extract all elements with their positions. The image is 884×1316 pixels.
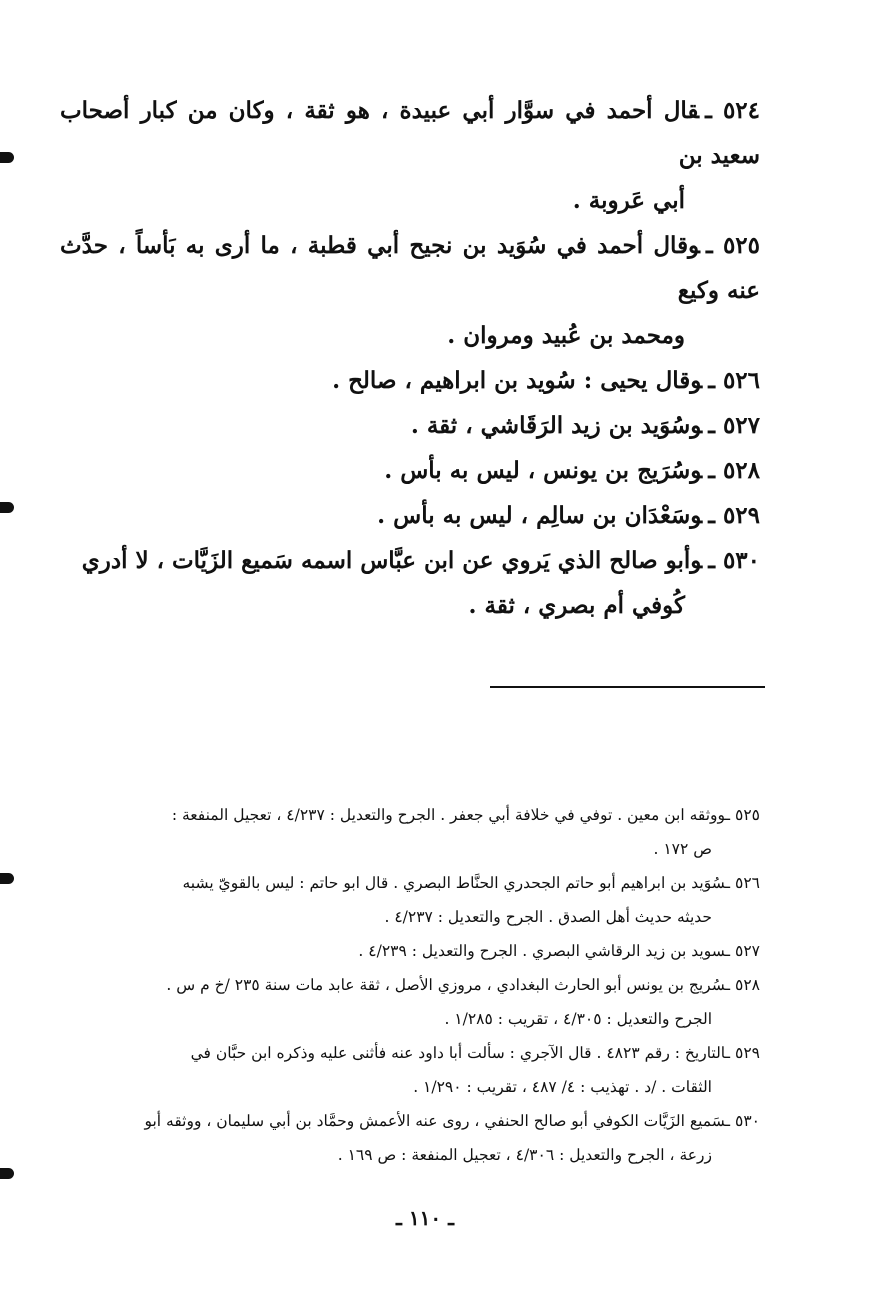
footnote-divider xyxy=(490,686,765,688)
entry-number: ٥٢٤ ـ xyxy=(705,97,761,124)
entry-text: وسُرَيج بن يونس ، ليس به بأس . xyxy=(384,457,703,484)
entry-text: وسُوَيد بن زيد الرَقَاشي ، ثقة . xyxy=(410,412,703,439)
footnote-number: ٥٢٥ ـ xyxy=(725,806,760,824)
footnote-number: ٥٣٠ ـ xyxy=(725,1112,760,1130)
footnote-text: التاريخ : رقم ٤٨٢٣ . قال الآجري : سألت أبا داود عنه فأثنى عليه وذكره ابن حبَّان في xyxy=(190,1044,726,1062)
entry-continuation: كُوفي أم بصري ، ثقة . xyxy=(468,592,685,619)
footnote-526 xyxy=(68,866,760,934)
entry-526 xyxy=(60,358,760,403)
entry-number: ٥٢٦ ـ xyxy=(708,367,760,394)
footnote-continuation: ص ١٧٢ . xyxy=(653,840,712,858)
entry-continuation: ومحمد بن عُبيد ومروان . xyxy=(447,322,685,349)
page-number: ـ ١١٠ ـ xyxy=(396,1206,454,1230)
entry-text: وقال أحمد في سُوَيد بن نجيح أبي قطبة ، ما أرى به بَأساً ، حدَّث عنه وكيع xyxy=(60,232,760,304)
footnote-528 xyxy=(68,968,760,1036)
binding-mark xyxy=(0,1168,14,1179)
entry-number: ٥٣٠ ـ xyxy=(708,547,760,574)
entry-text: وسَعْدَان بن سالِم ، ليس به بأس . xyxy=(377,502,703,529)
footnote-continuation: الثقات . /د . تهذيب : ٤/ ٤٨٧ ، تقريب : ١/٢٩٠ . xyxy=(413,1078,712,1096)
entry-text: وقال يحيى : سُويد بن ابراهيم ، صالح . xyxy=(332,367,703,394)
binding-mark xyxy=(0,152,14,163)
entry-number: ٥٢٩ ـ xyxy=(708,502,760,529)
entry-continuation: أبي عَروبة . xyxy=(572,187,685,214)
footnote-527 xyxy=(68,934,760,968)
footnote-number: ٥٢٨ ـ xyxy=(725,976,760,994)
entry-529 xyxy=(60,493,760,538)
footnote-text: ووثقه ابن معين . توفي في خلافة أبي جعفر . الجرح والتعديل : ٤/٢٣٧ ، تعجيل المنفعة : xyxy=(171,806,726,824)
entry-number: ٥٢٨ ـ xyxy=(708,457,760,484)
footnote-continuation: حديثه حديث أهل الصدق . الجرح والتعديل : ٤/٢٣٧ . xyxy=(384,908,712,926)
footnote-530 xyxy=(68,1104,760,1172)
footnote-continuation: زرعة ، الجرح والتعديل : ٤/٣٠٦ ، تعجيل المنفعة : ص ١٦٩ . xyxy=(337,1146,712,1164)
entry-524 xyxy=(60,88,760,223)
footnote-525 xyxy=(68,798,760,866)
entry-number: ٥٢٧ ـ xyxy=(708,412,760,439)
entry-525 xyxy=(60,223,760,358)
entry-number: ٥٢٥ ـ xyxy=(705,232,761,259)
footnote-number: ٥٢٧ ـ xyxy=(725,942,760,960)
footnote-text: سُريج بن يونس أبو الحارث البغدادي ، مروزي الأصل ، ثقة عابد مات سنة ٢٣٥ /خ م س . xyxy=(166,976,726,994)
footnote-text: سويد بن زيد الرقاشي البصري . الجرح والتعديل : ٤/٢٣٩ . xyxy=(358,942,726,960)
entry-530 xyxy=(60,538,760,628)
footnote-continuation: الجرح والتعديل : ٤/٣٠٥ ، تقريب : ١/٢٨٥ . xyxy=(444,1010,712,1028)
binding-mark xyxy=(0,502,14,513)
footnote-text: سَميع الزَيَّات الكوفي أبو صالح الحنفي ، روى عنه الأعمش وحمَّاد بن أبي سليمان ، ووثقه أبو xyxy=(144,1112,726,1130)
entry-527 xyxy=(60,403,760,448)
footnote-529 xyxy=(68,1036,760,1104)
entry-text: قال أحمد في سوَّار أبي عبيدة ، هو ثقة ، وكان من كبار أصحاب سعيد بن xyxy=(60,97,760,169)
entry-528 xyxy=(60,448,760,493)
footnotes xyxy=(68,798,760,1172)
footnote-text: سُوَيد بن ابراهيم أبو حاتم الجحدري الحنَّاط البصري . قال ابو حاتم : ليس بالقويّ يشبه xyxy=(182,874,726,892)
footnote-number: ٥٢٦ ـ xyxy=(725,874,760,892)
main-text xyxy=(60,88,760,628)
entry-text: وأبو صالح الذي يَروي عن ابن عبَّاس اسمه سَميع الزَيَّات ، لا أدري xyxy=(81,547,703,574)
binding-mark xyxy=(0,873,14,884)
footnote-number: ٥٢٩ ـ xyxy=(725,1044,760,1062)
